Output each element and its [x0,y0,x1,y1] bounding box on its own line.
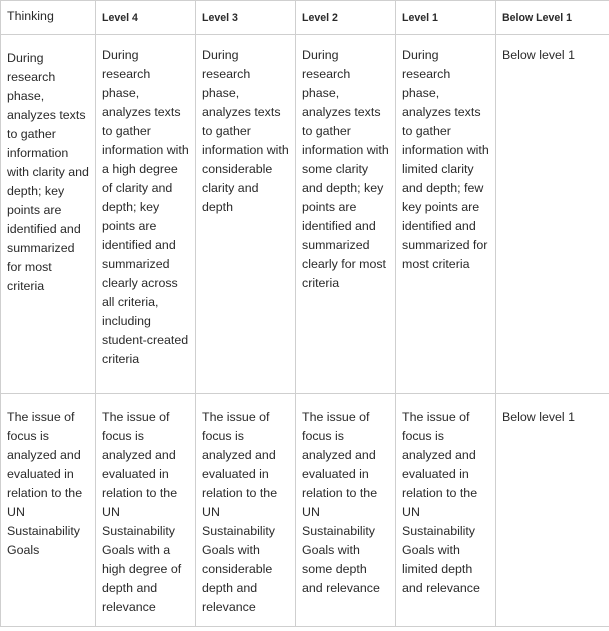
criterion-cell: The issue of focus is analyzed and evaluated in relation to the UN Sustainability Goals [1,394,96,627]
table-row [1,35,609,394]
level-3-header: Level 3 [196,1,296,35]
level-2-cell: During research phase, analyzes texts to gather information with some clarity and depth; key points are identified and summarized clearly for most criteria [296,35,396,394]
level-1-cell: During research phase, analyzes texts to gather information with limited clarity and depth; few key points are identified and summarized for most criteria [396,35,496,394]
level-4-cell: The issue of focus is analyzed and evaluated in relation to the UN Sustainability Goals with a high degree of depth and relevance [96,394,196,627]
header-row [1,1,609,35]
below-level-1-header: Below Level 1 [496,1,609,35]
level-4-header: Level 4 [96,1,196,35]
level-3-cell: During research phase, analyzes texts to gather information with considerable clarity and depth [196,35,296,394]
table-row [1,394,609,627]
level-2-header: Level 2 [296,1,396,35]
level-1-cell: The issue of focus is analyzed and evaluated in relation to the UN Sustainability Goals with limited depth and relevance [396,394,496,627]
level-4-cell: During research phase, analyzes texts to gather information with a high degree of clarity and depth; key points are identified and summarized clearly across all criteria, including student-created criteria [96,35,196,394]
below-level-1-cell: Below level 1 [496,35,609,394]
level-2-cell: The issue of focus is analyzed and evaluated in relation to the UN Sustainability Goals with some depth and relevance [296,394,396,627]
level-3-cell: The issue of focus is analyzed and evaluated in relation to the UN Sustainability Goals with considerable depth and relevance [196,394,296,627]
criterion-header: Thinking [1,1,96,35]
below-level-1-cell: Below level 1 [496,394,609,627]
criterion-cell: During research phase, analyzes texts to gather information with clarity and depth; key points are identified and summarized for most criteria [1,35,96,394]
level-1-header: Level 1 [396,1,496,35]
